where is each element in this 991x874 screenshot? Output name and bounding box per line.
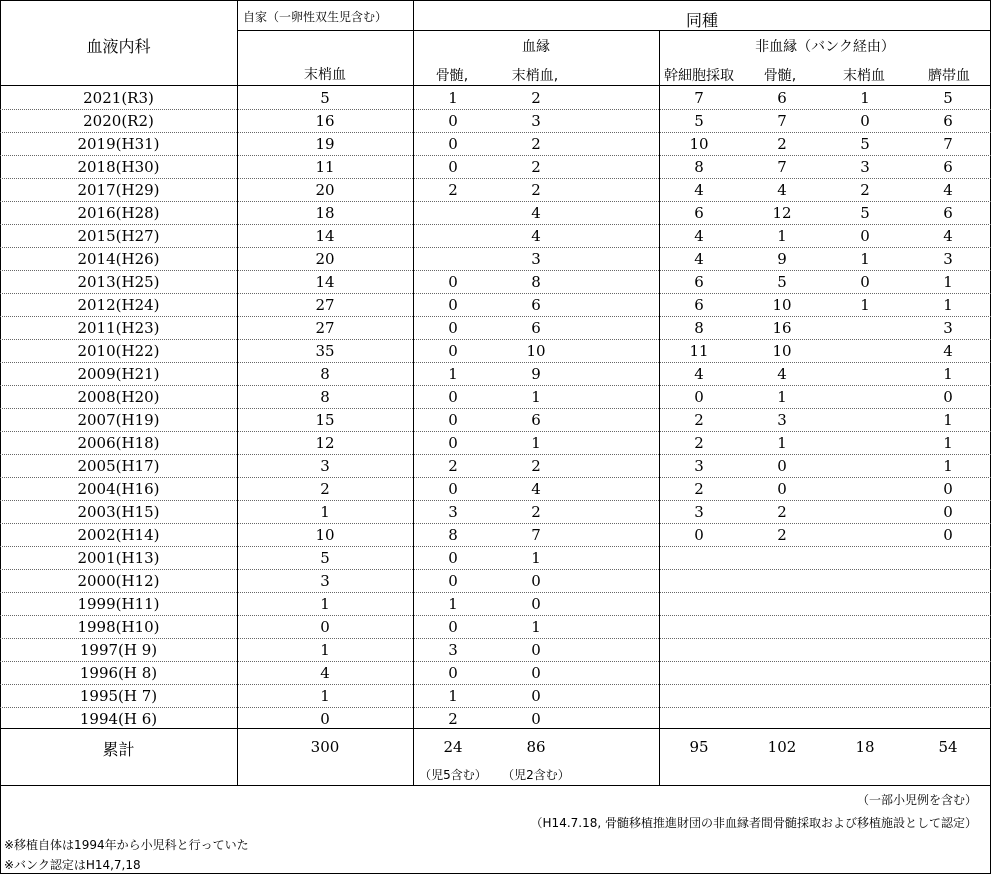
row-divider [0, 684, 991, 685]
row-divider [0, 661, 991, 662]
cell-unrelated-cb: 0 [943, 388, 953, 406]
cell-unrelated-cb: 4 [943, 342, 953, 360]
cell-related-bm: 0 [448, 296, 458, 314]
cell-auto: 0 [320, 618, 330, 636]
cell-unrelated-pb: 0 [860, 227, 870, 245]
cell-unrelated-bm: 4 [777, 181, 787, 199]
cell-unrelated-bm: 1 [777, 434, 787, 452]
row-divider [0, 454, 991, 455]
note-2: ※バンク認定はH14,7,18 [4, 858, 141, 872]
header-bottom-line [0, 85, 991, 86]
cell-unrelated-bm: 7 [777, 112, 787, 130]
row-divider [0, 270, 991, 271]
cell-related-pb: 6 [531, 411, 541, 429]
header-line-allo [413, 30, 991, 31]
cell-unrelated-stem: 6 [694, 296, 704, 314]
cell-unrelated-bm: 5 [777, 273, 787, 291]
cell-unrelated-cb: 1 [943, 365, 953, 383]
cell-auto: 20 [315, 250, 335, 268]
cell-year: 2012(H24) [77, 296, 160, 314]
cell-auto: 27 [315, 319, 335, 337]
total-related-pb-note: （児2含む） [502, 768, 570, 782]
cell-related-pb: 0 [531, 687, 541, 705]
row-divider [0, 592, 991, 593]
cell-unrelated-stem: 10 [689, 135, 709, 153]
cell-year: 1994(H 6) [79, 710, 158, 728]
cell-unrelated-pb: 5 [860, 135, 870, 153]
header-auto-sub: 末梢血 [304, 67, 346, 83]
total-related-pb: 86 [526, 738, 546, 756]
cell-auto: 1 [320, 641, 330, 659]
cell-related-bm: 0 [448, 572, 458, 590]
cell-unrelated-stem: 2 [694, 480, 704, 498]
cell-auto: 15 [315, 411, 335, 429]
cell-related-pb: 2 [531, 135, 541, 153]
row-divider [0, 477, 991, 478]
cell-related-bm: 0 [448, 342, 458, 360]
row-divider [0, 316, 991, 317]
cell-unrelated-cb: 3 [943, 319, 953, 337]
cell-auto: 8 [320, 365, 330, 383]
cell-year: 2021(R3) [83, 89, 154, 107]
cell-auto: 10 [315, 526, 335, 544]
row-divider [0, 155, 991, 156]
cell-related-bm: 2 [448, 457, 458, 475]
cell-related-bm: 0 [448, 273, 458, 291]
cell-related-bm: 3 [448, 641, 458, 659]
cell-year: 2020(R2) [83, 112, 154, 130]
total-label: 累計 [102, 740, 135, 759]
header-unrelated-title: 非血縁（バンク経由） [755, 39, 895, 55]
cell-unrelated-stem: 0 [694, 526, 704, 544]
cell-auto: 1 [320, 503, 330, 521]
row-divider [0, 109, 991, 110]
cell-year: 2016(H28) [77, 204, 160, 222]
cell-related-bm: 8 [448, 526, 458, 544]
cell-related-bm: 0 [448, 480, 458, 498]
cell-unrelated-bm: 12 [772, 204, 792, 222]
cell-unrelated-cb: 4 [943, 227, 953, 245]
cell-related-bm: 0 [448, 319, 458, 337]
cell-related-bm: 1 [448, 687, 458, 705]
header-unrelated-cb: 臍帯血 [928, 68, 970, 84]
border-top [0, 0, 991, 1]
cell-year: 1998(H10) [77, 618, 160, 636]
cell-unrelated-cb: 0 [943, 503, 953, 521]
cell-unrelated-bm: 3 [777, 411, 787, 429]
cell-related-bm: 0 [448, 112, 458, 130]
cell-auto: 19 [315, 135, 335, 153]
cell-auto: 2 [320, 480, 330, 498]
cell-year: 2015(H27) [77, 227, 160, 245]
header-line-auto [237, 30, 413, 31]
cell-unrelated-bm: 10 [772, 296, 792, 314]
header-related-title: 血縁 [522, 39, 550, 55]
cell-related-pb: 0 [531, 710, 541, 728]
cell-related-pb: 4 [531, 480, 541, 498]
row-divider [0, 523, 991, 524]
cell-unrelated-bm: 2 [777, 526, 787, 544]
cell-unrelated-pb: 0 [860, 112, 870, 130]
cell-unrelated-bm: 0 [777, 457, 787, 475]
cell-unrelated-bm: 4 [777, 365, 787, 383]
cell-unrelated-stem: 3 [694, 503, 704, 521]
row-divider [0, 431, 991, 432]
row-divider [0, 293, 991, 294]
row-divider [0, 362, 991, 363]
cell-related-pb: 1 [531, 388, 541, 406]
cell-unrelated-bm: 2 [777, 503, 787, 521]
cell-auto: 18 [315, 204, 335, 222]
cell-unrelated-bm: 16 [772, 319, 792, 337]
cell-year: 2007(H19) [77, 411, 160, 429]
cell-year: 2017(H29) [77, 181, 160, 199]
cell-related-pb: 1 [531, 549, 541, 567]
cell-year: 2006(H18) [77, 434, 160, 452]
total-top-line [0, 728, 991, 729]
cell-unrelated-stem: 7 [694, 89, 704, 107]
cell-auto: 5 [320, 549, 330, 567]
cell-unrelated-bm: 1 [777, 227, 787, 245]
cell-year: 2002(H14) [77, 526, 160, 544]
cell-auto: 16 [315, 112, 335, 130]
cell-related-pb: 8 [531, 273, 541, 291]
cell-unrelated-pb: 1 [860, 250, 870, 268]
cell-unrelated-pb: 2 [860, 181, 870, 199]
cell-year: 2014(H26) [77, 250, 160, 268]
cell-unrelated-cb: 7 [943, 135, 953, 153]
cell-related-bm: 0 [448, 618, 458, 636]
cell-unrelated-stem: 5 [694, 112, 704, 130]
cell-unrelated-stem: 8 [694, 319, 704, 337]
cell-auto: 3 [320, 457, 330, 475]
cell-auto: 27 [315, 296, 335, 314]
cell-related-bm: 2 [448, 710, 458, 728]
cell-unrelated-cb: 3 [943, 250, 953, 268]
cell-related-pb: 9 [531, 365, 541, 383]
cell-unrelated-stem: 0 [694, 388, 704, 406]
cell-year: 1995(H 7) [79, 687, 158, 705]
cell-auto: 14 [315, 227, 335, 245]
total-unrelated-cb: 54 [938, 738, 958, 756]
header-unrelated-stem: 幹細胞採取 [664, 68, 734, 84]
cell-auto: 35 [315, 342, 335, 360]
cell-related-bm: 0 [448, 135, 458, 153]
total-related-bm: 24 [443, 738, 463, 756]
row-divider [0, 546, 991, 547]
row-divider [0, 569, 991, 570]
cell-unrelated-pb: 1 [860, 296, 870, 314]
cell-related-bm: 0 [448, 411, 458, 429]
header-related-bm: 骨髄, [435, 68, 469, 84]
cell-related-pb: 0 [531, 595, 541, 613]
total-unrelated-stem: 95 [689, 738, 709, 756]
cell-unrelated-cb: 4 [943, 181, 953, 199]
cell-unrelated-pb: 1 [860, 89, 870, 107]
cell-related-bm: 1 [448, 89, 458, 107]
cell-related-bm: 0 [448, 158, 458, 176]
note-certification: （H14.7.18, 骨髄移植推進財団の非血縁者間骨髄採取および移植施設として認定） [530, 816, 977, 830]
col-line-related [413, 0, 414, 785]
cell-unrelated-stem: 2 [694, 434, 704, 452]
row-divider [0, 339, 991, 340]
cell-unrelated-stem: 4 [694, 250, 704, 268]
cell-related-pb: 0 [531, 641, 541, 659]
cell-related-pb: 0 [531, 572, 541, 590]
header-auto-title: 自家（一卵性双生児含む） [243, 10, 388, 24]
cell-related-pb: 2 [531, 503, 541, 521]
header-dept: 血液内科 [86, 37, 151, 56]
cell-unrelated-bm: 0 [777, 480, 787, 498]
cell-unrelated-bm: 2 [777, 135, 787, 153]
cell-related-bm: 3 [448, 503, 458, 521]
cell-unrelated-stem: 2 [694, 411, 704, 429]
header-unrelated-pb: 末梢血 [843, 68, 885, 84]
cell-unrelated-cb: 1 [943, 411, 953, 429]
cell-unrelated-cb: 1 [943, 296, 953, 314]
cell-unrelated-pb: 5 [860, 204, 870, 222]
cell-unrelated-cb: 1 [943, 457, 953, 475]
cell-year: 2003(H15) [77, 503, 160, 521]
cell-year: 2010(H22) [77, 342, 160, 360]
total-related-bm-note: （児5含む） [419, 768, 487, 782]
cell-related-pb: 0 [531, 664, 541, 682]
cell-unrelated-stem: 4 [694, 227, 704, 245]
cell-unrelated-bm: 1 [777, 388, 787, 406]
total-bottom-line [0, 785, 991, 786]
total-unrelated-bm: 102 [767, 738, 797, 756]
cell-unrelated-cb: 6 [943, 158, 953, 176]
row-divider [0, 500, 991, 501]
cell-related-pb: 2 [531, 158, 541, 176]
cell-auto: 14 [315, 273, 335, 291]
cell-unrelated-stem: 4 [694, 181, 704, 199]
cell-unrelated-bm: 9 [777, 250, 787, 268]
row-divider [0, 638, 991, 639]
cell-unrelated-cb: 6 [943, 112, 953, 130]
cell-related-bm: 2 [448, 181, 458, 199]
row-divider [0, 408, 991, 409]
header-unrelated-bm: 骨髄, [763, 68, 797, 84]
cell-year: 2008(H20) [77, 388, 160, 406]
cell-related-pb: 2 [531, 457, 541, 475]
cell-unrelated-cb: 0 [943, 480, 953, 498]
cell-related-pb: 2 [531, 89, 541, 107]
cell-year: 1997(H 9) [79, 641, 158, 659]
cell-auto: 8 [320, 388, 330, 406]
cell-year: 2019(H31) [77, 135, 160, 153]
cell-unrelated-stem: 4 [694, 365, 704, 383]
cell-unrelated-cb: 0 [943, 526, 953, 544]
cell-auto: 12 [315, 434, 335, 452]
row-divider [0, 615, 991, 616]
row-divider [0, 201, 991, 202]
header-allo-title: 同種 [685, 11, 718, 30]
row-divider [0, 385, 991, 386]
cell-related-pb: 2 [531, 181, 541, 199]
row-divider [0, 224, 991, 225]
col-line-auto [237, 0, 238, 785]
cell-related-bm: 1 [448, 595, 458, 613]
cell-auto: 1 [320, 687, 330, 705]
cell-unrelated-cb: 5 [943, 89, 953, 107]
cell-unrelated-cb: 1 [943, 434, 953, 452]
cell-year: 1996(H 8) [79, 664, 158, 682]
cell-related-pb: 7 [531, 526, 541, 544]
cell-unrelated-bm: 7 [777, 158, 787, 176]
cell-auto: 5 [320, 89, 330, 107]
cell-unrelated-stem: 6 [694, 204, 704, 222]
cell-unrelated-stem: 6 [694, 273, 704, 291]
cell-year: 2005(H17) [77, 457, 160, 475]
cell-unrelated-pb: 0 [860, 273, 870, 291]
cell-unrelated-bm: 10 [772, 342, 792, 360]
cell-year: 2018(H30) [77, 158, 160, 176]
row-divider [0, 707, 991, 708]
cell-related-pb: 3 [531, 112, 541, 130]
row-divider [0, 178, 991, 179]
cell-year: 1999(H11) [77, 595, 160, 613]
cell-related-bm: 0 [448, 664, 458, 682]
cell-year: 2009(H21) [77, 365, 160, 383]
cell-related-bm: 1 [448, 365, 458, 383]
cell-auto: 11 [315, 158, 335, 176]
cell-related-pb: 1 [531, 618, 541, 636]
note-1: ※移植自体は1994年から小児科と行っていた [4, 838, 249, 852]
cell-related-bm: 0 [448, 388, 458, 406]
cell-year: 2000(H12) [77, 572, 160, 590]
cell-unrelated-stem: 11 [689, 342, 709, 360]
cell-unrelated-pb: 3 [860, 158, 870, 176]
cell-unrelated-cb: 1 [943, 273, 953, 291]
cell-related-bm: 0 [448, 549, 458, 567]
cell-unrelated-bm: 6 [777, 89, 787, 107]
total-unrelated-pb: 18 [855, 738, 875, 756]
cell-auto: 3 [320, 572, 330, 590]
cell-unrelated-stem: 3 [694, 457, 704, 475]
cell-related-pb: 1 [531, 434, 541, 452]
cell-related-pb: 4 [531, 227, 541, 245]
total-auto: 300 [310, 738, 340, 756]
cell-related-bm: 0 [448, 434, 458, 452]
cell-related-pb: 4 [531, 204, 541, 222]
cell-auto: 20 [315, 181, 335, 199]
cell-year: 2011(H23) [77, 319, 160, 337]
note-pediatric: （一部小児例を含む） [856, 793, 977, 807]
cell-unrelated-cb: 6 [943, 204, 953, 222]
cell-auto: 4 [320, 664, 330, 682]
cell-related-pb: 6 [531, 319, 541, 337]
cell-related-pb: 10 [526, 342, 546, 360]
row-divider [0, 247, 991, 248]
cell-year: 2013(H25) [77, 273, 160, 291]
cell-auto: 1 [320, 595, 330, 613]
cell-year: 2004(H16) [77, 480, 160, 498]
cell-year: 2001(H13) [77, 549, 160, 567]
cell-related-pb: 6 [531, 296, 541, 314]
row-divider [0, 132, 991, 133]
header-related-pb: 末梢血, [511, 68, 559, 84]
cell-unrelated-stem: 8 [694, 158, 704, 176]
cell-auto: 0 [320, 710, 330, 728]
cell-related-pb: 3 [531, 250, 541, 268]
